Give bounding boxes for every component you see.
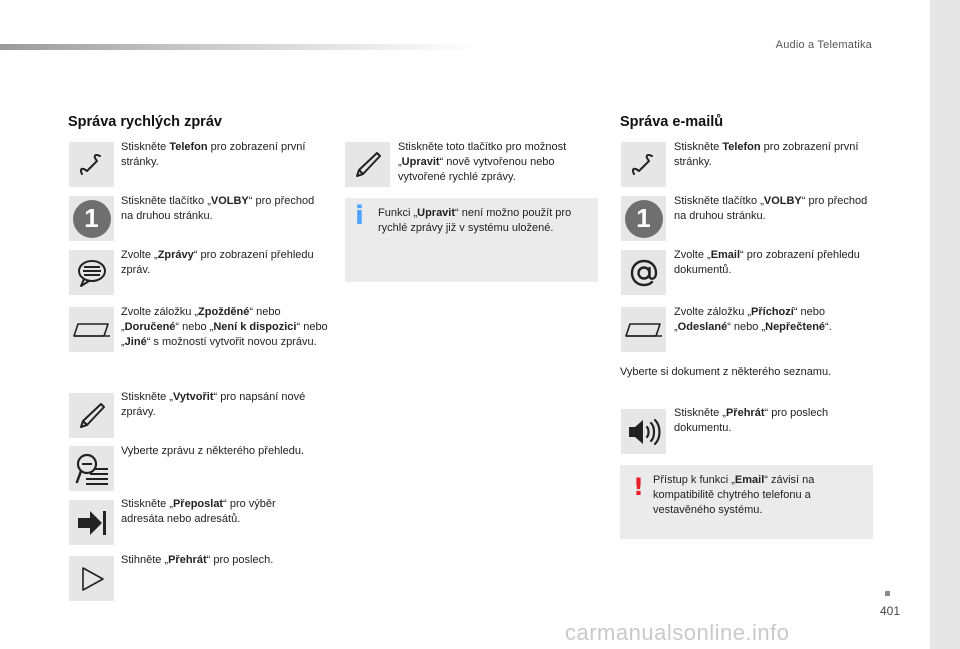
header-gradient-bar [0, 44, 480, 50]
middle-row-text: Stiskněte toto tlačítko pro možnost „Upravit“ nově vytvořenou nebo vytvořené rychlé zprávy. [398, 141, 567, 183]
select-document-text: Vyberte si dokument z některého seznamu. [620, 366, 832, 378]
pencil-icon [345, 142, 390, 187]
phone-handset-icon [69, 142, 114, 187]
page-marker [885, 591, 890, 596]
number-one-icon: 1 [69, 196, 114, 241]
right-row-1-text: Stiskněte tlačítko „VOLBY“ pro přechod na druhou stránku. [674, 195, 868, 222]
info-icon: i [355, 201, 364, 231]
info-note-box [345, 198, 598, 282]
page-sidebar [930, 0, 960, 649]
right-row-0-text: Stiskněte Telefon pro zobrazení první stránky. [674, 141, 859, 168]
left-row-6-text: Stiskněte „Přeposlat“ pro výběr adresáta nebo adresátů. [121, 498, 276, 525]
left-row-3-text: Zvolte záložku „Zpožděné“ nebo „Doručené“ nebo „Není k dispozici“ nebo „Jiné“ s možností vytvořit novou zprávu. [121, 306, 328, 348]
left-row-1-text: Stiskněte tlačítko „VOLBY“ pro přechod na druhou stránku. [121, 195, 315, 222]
watermark: carmanualsonline.info [565, 620, 790, 645]
tab-icon [69, 307, 114, 352]
speaker-icon [621, 409, 666, 454]
play-icon [69, 556, 114, 601]
number-one-icon: 1 [621, 196, 666, 241]
tab-icon [621, 307, 666, 352]
left-row-5-text: Vyberte zprávu z některého přehledu. [121, 445, 305, 457]
message-bubble-icon [69, 250, 114, 295]
info-note-text: Funkci „Upravit“ není možno použít pro rychlé zprávy již v systému uložené. [378, 207, 572, 234]
header-title: Audio a Telematika [775, 39, 872, 51]
left-row-7-text: Stihněte „Přehrát“ pro poslech. [121, 554, 274, 566]
page-number: 401 [879, 604, 900, 618]
warning-icon: ! [633, 473, 644, 501]
at-sign-icon [621, 250, 666, 295]
left-row-4-text: Stiskněte „Vytvořit“ pro napsání nové zprávy. [121, 391, 306, 418]
pencil-icon [69, 393, 114, 438]
right-play-row-text: Stiskněte „Přehrát“ pro poslech dokumentu. [674, 407, 829, 434]
left-section-title: Správa rychlých zpráv [68, 114, 222, 130]
phone-handset-icon [621, 142, 666, 187]
forward-arrow-icon [69, 500, 114, 545]
warning-note-box [620, 465, 873, 539]
left-row-0-text: Stiskněte Telefon pro zobrazení první stránky. [121, 141, 306, 168]
select-list-icon [69, 446, 114, 491]
warning-note-text: Přístup k funkci „Email“ závisí na kompatibilitě chytrého telefonu a vestavěného systému. [653, 474, 815, 516]
left-row-2-text: Zvolte „Zprávy“ pro zobrazení přehledu zpráv. [121, 249, 314, 276]
right-section-title: Správa e-mailů [620, 114, 724, 130]
right-row-3-text: Zvolte záložku „Příchozí“ nebo „Odeslané“ nebo „Nepřečtené“. [674, 306, 832, 333]
right-row-2-text: Zvolte „Email“ pro zobrazení přehledu dokumentů. [674, 249, 860, 276]
